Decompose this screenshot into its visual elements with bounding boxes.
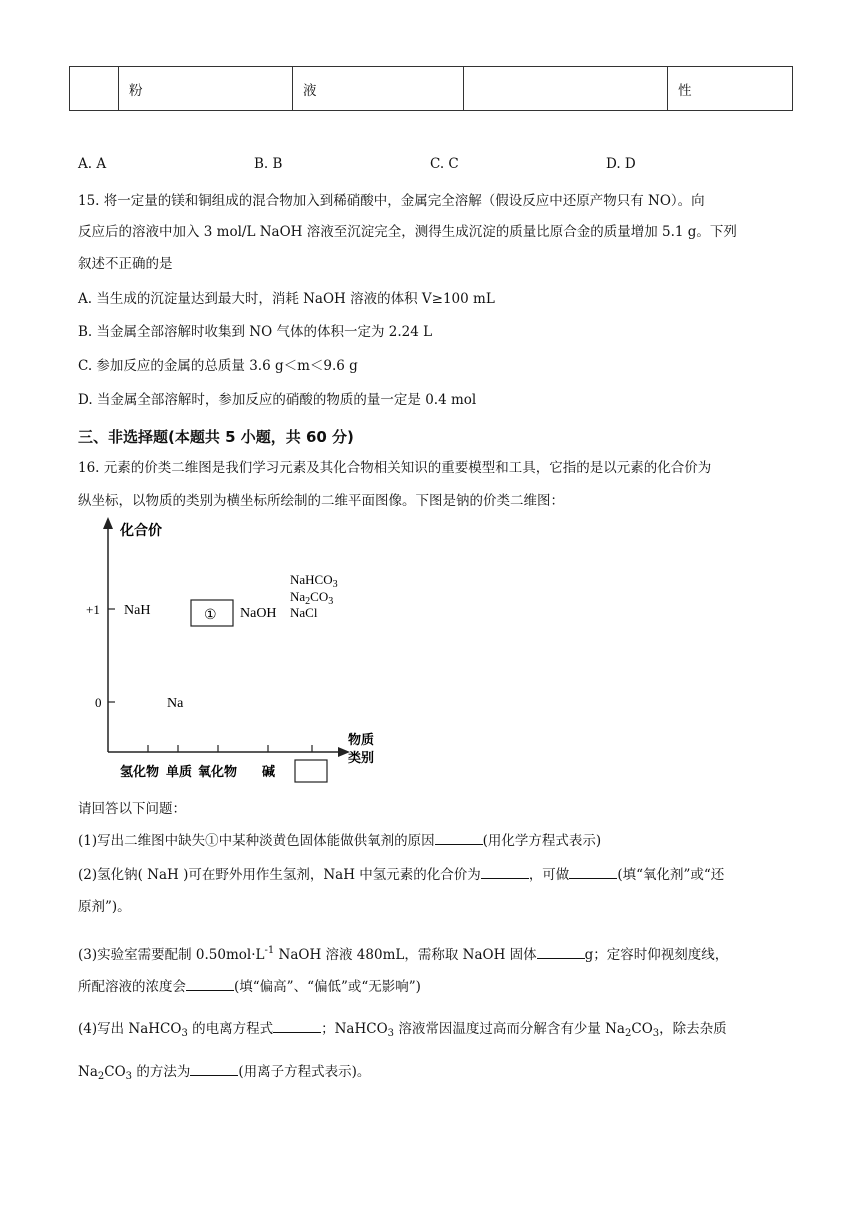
q15-option-a[interactable]: A. 当生成的沉淀量达到最大时，消耗 NaOH 溶液的体积 V≥100 mL [78,291,495,307]
q16-stem-line: 纵坐标，以物质的类别为横坐标所绘制的二维平面图像。下图是钠的价类二维图： [78,493,564,509]
x-axis-label: 物质 [348,732,375,747]
x-axis-label: 类别 [348,750,375,765]
x-category-label: 氧化物 [198,764,238,779]
answer-blank[interactable] [186,976,234,991]
blank-box-2 [295,760,327,782]
table-cell [464,67,668,111]
option-d[interactable]: D. D [606,156,636,172]
answer-blank[interactable] [190,1061,238,1076]
table-cell: 粉 [119,67,293,111]
q15-stem-line: 反应后的溶液中加入 3 mol/L NaOH 溶液至沉淀完全，测得生成沉淀的质量比原合金的质量增加 5.1 g。下列 [78,224,737,240]
answer-options-table [69,66,793,111]
sodium-valence-diagram [80,515,380,783]
y-tick-label: +1 [86,602,100,617]
x-category-label: 单质 [166,764,193,779]
q16-sub2-cont: 原剂”)。 [78,899,131,915]
q15-stem-line: 15. 将一定量的镁和铜组成的混合物加入到稀硝酸中，金属完全溶解（假设反应中还原产物只有 NO）。向 [78,193,705,209]
q16-sub4-cont: $Na_2CO_3$ 的方法为 (用离子方程式表示)。 [78,1061,370,1087]
option-b[interactable]: B. B [254,156,283,172]
naoh-entry: NaOH [240,606,277,621]
q16-prompt: 请回答以下问题： [78,801,186,817]
y-axis-label: 化合价 [120,524,162,539]
table-cell: 性 [668,67,793,111]
table-cell: 液 [293,67,464,111]
answer-blank[interactable] [537,944,585,959]
na2co3-entry: $Na_2CO_3$ [290,589,334,607]
q15-stem-line: 叙述不正确的是 [78,256,173,272]
q16-sub3: (3)实验室需要配制 $0.50mol\cdot L^{-1}$ NaOH 溶液 480mL，需称取 NaOH 固体 g；定容时仰视刻度线， [78,945,729,963]
answer-blank[interactable] [569,864,617,879]
q16-stem-line: 16. 元素的价类二维图是我们学习元素及其化合物相关知识的重要模型和工具，它指的是以元素的化合价为 [78,460,712,476]
q15-option-d[interactable]: D. 当金属全部溶解时，参加反应的硝酸的物质的量一定是 0.4 mol [78,392,477,408]
option-a[interactable]: A. A [78,156,107,172]
box-1-label: ① [204,608,217,623]
x-category-label: 氢化物 [120,764,160,779]
y-tick-label: 0 [95,695,102,710]
nahco3-entry: NaHCO$_3$ [290,572,338,590]
na-entry: Na [167,696,184,711]
nah-entry: NaH [124,603,151,618]
q16-sub2: (2)氢化钠( NaH )可在野外用作生氢剂，NaH 中氢元素的化合价为 ，可做 (填“氧化剂”或“还 [78,864,724,885]
answer-blank[interactable] [435,830,483,845]
section-title: 三、非选择题(本题共 5 小题，共 60 分) [78,428,354,446]
answer-blank[interactable] [273,1018,321,1033]
q16-sub4: (4)写出 NaHCO$_3$ 的电离方程式 ；NaHCO$_3$ 溶液常因温度过高而分解含有少量 $Na_2CO_3$，除去杂质 [78,1018,727,1044]
x-category-label: 碱 [262,764,276,779]
q16-sub1: (1)写出二维图中缺失①中某种淡黄色固体能做供氧剂的原因 (用化学方程式表示) [78,830,601,851]
option-c[interactable]: C. C [430,156,459,172]
q16-sub3-cont: 所配溶液的浓度会 (填“偏高”、“偏低”或“无影响”) [78,976,421,997]
answer-blank[interactable] [481,864,529,879]
q15-option-b[interactable]: B. 当金属全部溶解时收集到 NO 气体的体积一定为 2.24 L [78,324,433,340]
nacl-entry: NaCl [290,605,318,620]
q15-option-c[interactable]: C. 参加反应的金属的总质量 3.6 g＜m＜9.6 g [78,358,358,374]
table-cell [70,67,119,111]
